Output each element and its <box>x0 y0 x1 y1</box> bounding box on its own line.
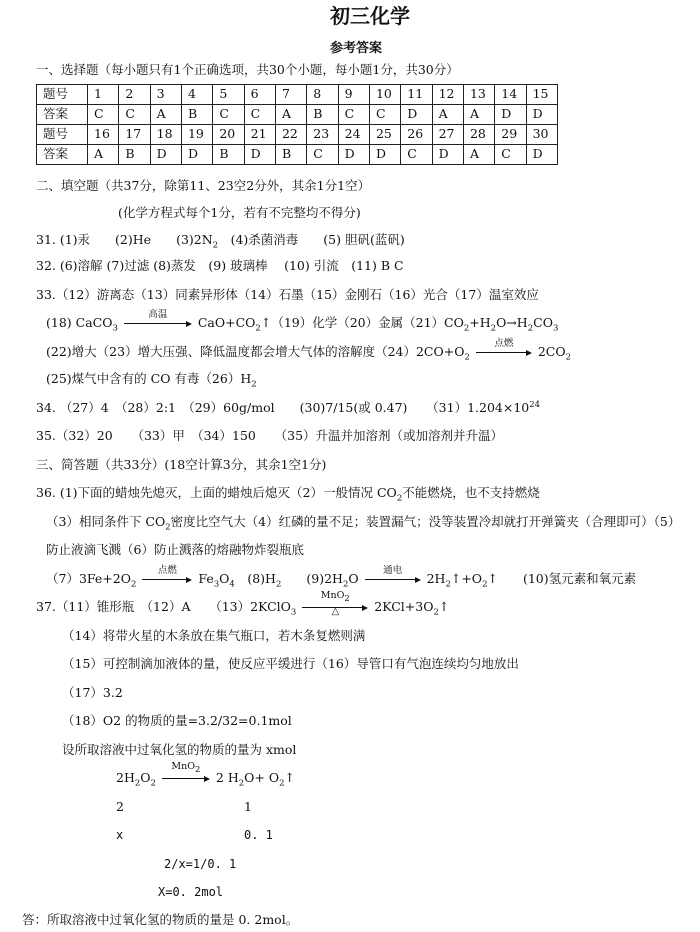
table-cell: 21 <box>244 125 275 145</box>
table-cell: C <box>495 145 526 165</box>
answer-row <box>37 145 558 165</box>
q31-line: 31. (1)汞 (2)He $(3)2N_2$ (4)杀菌消毒 (5) 胆矾(蓝矾) <box>36 232 405 251</box>
reaction-arrow: 高温 <box>124 317 192 327</box>
reaction-arrow: 点燃 <box>476 346 532 356</box>
table-cell: D <box>150 145 181 165</box>
q37-line-3: （15）可控制滴加液体的量，使反应平缓进行（16）导管口有气泡连续均匀地放出 <box>62 656 519 671</box>
row-label-cell: 答案 <box>37 105 88 125</box>
table-cell: D <box>526 145 557 165</box>
table-cell: 13 <box>463 85 494 105</box>
table-cell: A <box>463 105 494 125</box>
reaction-arrow: MnO$_2$ <box>162 772 210 782</box>
table-cell: A <box>88 145 119 165</box>
table-cell: 22 <box>275 125 306 145</box>
table-cell: C <box>338 105 369 125</box>
reaction-arrow: 通电 <box>365 573 421 583</box>
reaction-arrow: MnO$_2$ △ <box>302 601 368 611</box>
table-cell: 27 <box>432 125 463 145</box>
table-cell: 2 <box>119 85 150 105</box>
table-cell: 17 <box>119 125 150 145</box>
table-cell: 14 <box>495 85 526 105</box>
table-cell: D <box>338 145 369 165</box>
table-cell: D <box>401 105 432 125</box>
table-cell: 18 <box>150 125 181 145</box>
table-cell: D <box>181 145 212 165</box>
calc-ratio-right-1: 1 <box>244 799 252 814</box>
q37-line-5: （18）O2 的物质的量=3.2/32=0.1mol <box>62 713 292 728</box>
table-cell: A <box>463 145 494 165</box>
q37-line-2: （14）将带火星的木条放在集气瓶口，若木条复燃则满 <box>62 628 366 643</box>
row-label-cell: 答案 <box>37 145 88 165</box>
table-cell: 1 <box>88 85 119 105</box>
table-cell: 8 <box>307 85 338 105</box>
table-cell: D <box>432 145 463 165</box>
table-cell: 6 <box>244 85 275 105</box>
table-cell: A <box>150 105 181 125</box>
table-cell: C <box>88 105 119 125</box>
calc-ratio-left-1: 2 <box>116 799 124 814</box>
q33-line-3: (22)增大（23）增大压强、降低温度都会增大气体的溶解度$(24)2CO+O_2$ 点燃 $2CO_2$ <box>46 337 572 363</box>
question-number-row <box>37 125 558 145</box>
table-cell: 19 <box>181 125 212 145</box>
q33-line-1: 33.（12）游离态（13）同素异形体（14）石墨（15）金刚石（16）光合（17）温室效应 <box>36 287 539 302</box>
q33-line-2: (18) CaCO$_3$ 高温 $CaO+CO_2↑(19)$化学（20）金属$(21)CO_2+H_2O\to H_2CO_3$ <box>46 308 559 334</box>
table-cell: 9 <box>338 85 369 105</box>
q36-line-3: 防止液滴飞溅（6）防止溅落的熔融物炸裂瓶底 <box>46 542 304 557</box>
question-number-row <box>37 85 558 105</box>
table-cell: C <box>119 105 150 125</box>
section-3-heading: 三、简答题（共33分）(18空计算3分，其余1空1分) <box>36 457 327 472</box>
table-cell: 4 <box>181 85 212 105</box>
table-cell: 20 <box>213 125 244 145</box>
row-label-cell: 题号 <box>37 125 88 145</box>
table-cell: 15 <box>526 85 557 105</box>
q37-line-4: （17）3.2 <box>62 685 123 700</box>
table-cell: B <box>119 145 150 165</box>
table-cell: 30 <box>526 125 557 145</box>
table-cell: D <box>495 105 526 125</box>
table-cell: A <box>275 105 306 125</box>
row-label-cell: 题号 <box>37 85 88 105</box>
section-1-heading: 一、选择题（每小题只有1个正确选项，共30个小题，每小题1分，共30分） <box>36 62 459 77</box>
table-cell: C <box>401 145 432 165</box>
table-cell: B <box>275 145 306 165</box>
table-cell: 16 <box>88 125 119 145</box>
calc-ratio-left-2: x <box>116 828 124 842</box>
answer-table <box>36 84 558 165</box>
table-cell: C <box>244 105 275 125</box>
table-cell: 28 <box>463 125 494 145</box>
table-cell: C <box>213 105 244 125</box>
calc-result: X=0. 2mol <box>158 885 224 899</box>
table-cell: 11 <box>401 85 432 105</box>
table-cell: 29 <box>495 125 526 145</box>
table-cell: D <box>526 105 557 125</box>
table-cell: B <box>181 105 212 125</box>
calc-ratio: 2/x=1/0. 1 <box>164 857 237 871</box>
table-cell: 5 <box>213 85 244 105</box>
q32-line: 32. (6)溶解 (7)过滤 (8)蒸发 (9) 玻璃棒 (10) 引流 (11) B C <box>36 258 404 273</box>
section-2-heading: 二、填空题（共37分，除第11、23空2分外，其余1分1空） <box>36 178 371 193</box>
q37-line-1: 37.（11）锥形瓶 （12）A （13）2KClO$_3$ MnO$_2$ △ $2KCl+3O_2↑$ <box>36 589 450 618</box>
table-cell: 10 <box>369 85 400 105</box>
table-cell: B <box>213 145 244 165</box>
table-cell: C <box>369 105 400 125</box>
table-cell: 3 <box>150 85 181 105</box>
table-cell: 7 <box>275 85 306 105</box>
table-cell: D <box>244 145 275 165</box>
page-title: 初三化学 <box>330 4 410 28</box>
table-cell: C <box>307 145 338 165</box>
table-cell: 26 <box>401 125 432 145</box>
table-cell: A <box>432 105 463 125</box>
table-cell: 25 <box>369 125 400 145</box>
table-cell: 12 <box>432 85 463 105</box>
table-cell: B <box>307 105 338 125</box>
section-2-note: (化学方程式每个1分，若有不完整均不得分) <box>118 205 361 220</box>
page-subtitle: 参考答案 <box>330 41 383 56</box>
final-answer: 答：所取溶液中过氧化氢的物质的量是 0. 2mol。 <box>22 912 299 927</box>
answer-row <box>37 105 558 125</box>
q37-line-6: 设所取溶液中过氧化氢的物质的量为 xmol <box>62 742 297 757</box>
table-cell: 24 <box>338 125 369 145</box>
table-cell: D <box>369 145 400 165</box>
q36-line-4: $(7)3Fe+2O_2$ 点燃 $Fe_3O_4$ $(8)H_2$ $(9)2H_2O$ 通电 $2H_2↑+O_2↑$ (10)氢元素和氧元素 <box>46 564 637 590</box>
reaction-arrow: 点燃 <box>142 573 192 583</box>
calc-ratio-right-2: 0. 1 <box>244 828 273 842</box>
q36-line-1: 36. (1)下面的蜡烛先熄灭，上面的蜡烛后熄灭（2）一般情况 $CO_2$不能燃烧，也不支持燃烧 <box>36 485 540 504</box>
calc-equation: $2H_2O_2$ MnO$_2$ 2 $H_2O+$ $O_2↑$ <box>116 760 296 789</box>
q36-line-2: （3）相同条件下 $CO_2$密度比空气大（4）红磷的量不足；装置漏气；没等装置冷却就打开弹簧夹（合理即可）（5） <box>46 514 681 533</box>
q35-line: 35.（32）20 （33）甲 （34）150 （35）升温并加溶剂（或加溶剂并升温） <box>36 428 504 443</box>
table-cell: 23 <box>307 125 338 145</box>
q33-line-4: (25)煤气中含有的 CO 有毒$(26)H_2$ <box>46 371 257 390</box>
q34-line: 34. （27）4 （28）2:1 （29）60g/mol (30)7/15(或 0.47) $(31)1.204\times 10^{24}$ <box>36 400 541 416</box>
